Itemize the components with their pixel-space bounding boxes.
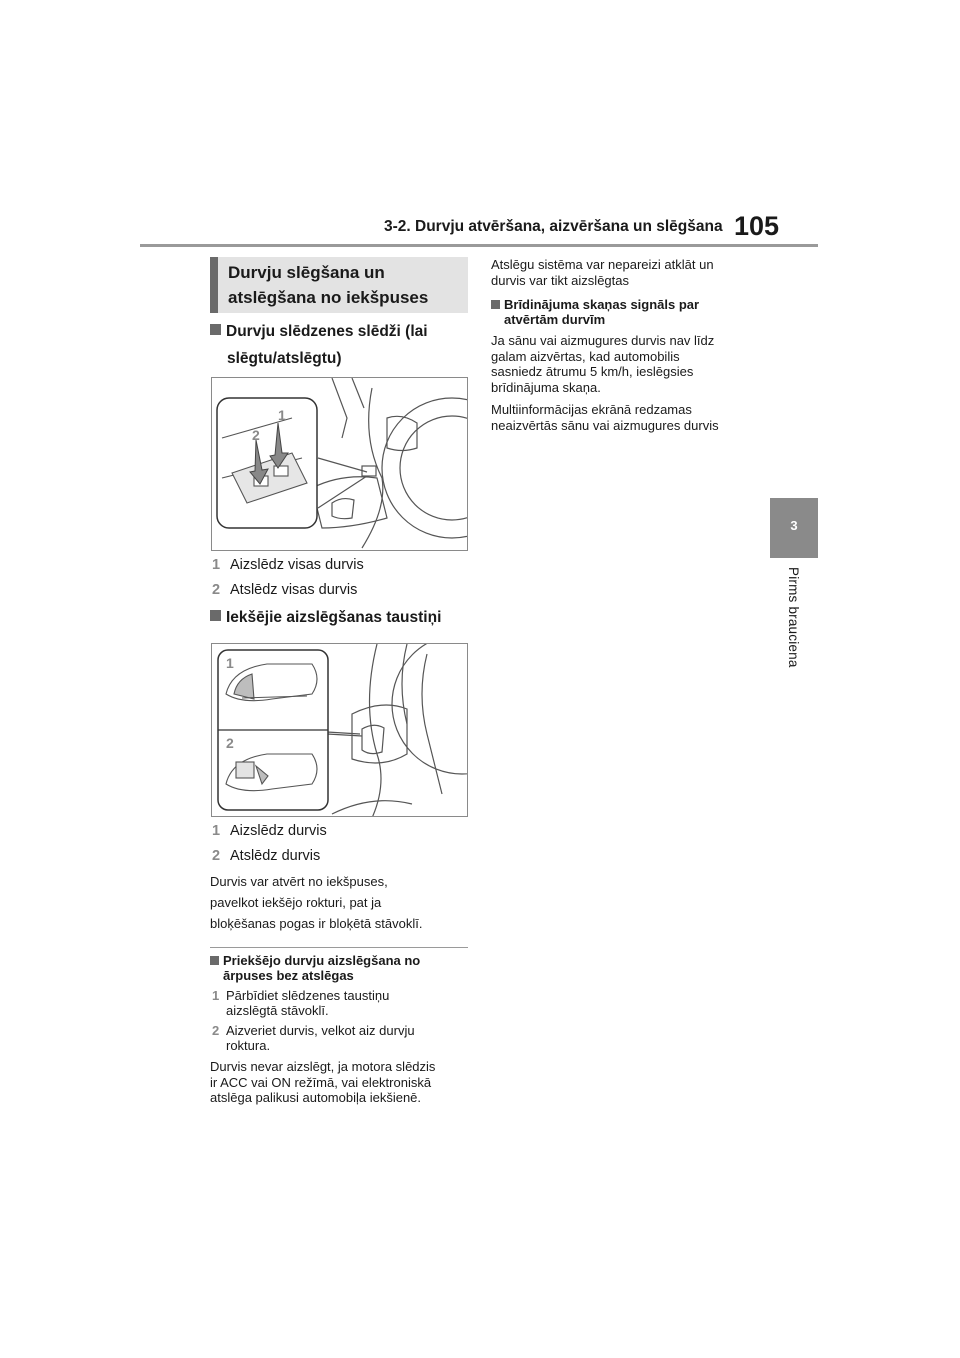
multi-info-paragraph — [491, 402, 761, 433]
square-bullet-icon — [491, 300, 500, 309]
section-divider — [210, 947, 468, 948]
step-text: Atslēdz visas durvis — [230, 582, 358, 598]
door-open-buzzer-heading — [491, 297, 699, 327]
square-bullet-icon — [210, 956, 219, 965]
key-detection-paragraph — [491, 257, 761, 288]
step-text: roktura. — [226, 1038, 271, 1053]
para-line: Ja sānu vai aizmugures durvis nav līdz — [491, 333, 715, 348]
step-text: aizslēgtā stāvoklī. — [226, 1003, 329, 1018]
door-lock-switch-heading — [210, 318, 428, 372]
para-line: neaizvērtās sānu vai aizmugures durvis — [491, 417, 719, 433]
page-number: 105 — [734, 211, 780, 241]
callout-1: 1 — [278, 407, 286, 423]
step-text: Aizslēdz visas durvis — [230, 557, 364, 573]
heading-line: ārpuses bez atslēgas — [223, 968, 354, 983]
step-unlock-door — [212, 847, 320, 865]
square-bullet-icon — [210, 324, 221, 335]
para-line: galam aizvērtas, kad automobilis — [491, 348, 680, 364]
step-text: Aizslēdz durvis — [230, 823, 327, 839]
step-close-door — [212, 1023, 461, 1053]
door-lock-switch-illustration — [212, 378, 468, 551]
heading-line: Durvju slēdzenes slēdži (lai — [226, 323, 428, 340]
square-bullet-icon — [210, 610, 221, 621]
para-line: Atslēgu sistēma var nepareizi atklāt un — [491, 257, 714, 272]
step-unlock-all — [212, 581, 357, 599]
door-lock-switch-figure — [211, 377, 468, 551]
step-text: Pārbīdiet slēdzenes taustiņu — [226, 988, 390, 1003]
keyless-lock-heading — [210, 953, 420, 983]
inside-open-note — [210, 871, 470, 934]
heading-line: Iekšējie aizslēgšanas taustiņi — [226, 609, 442, 626]
chapter-number: 3 — [790, 518, 798, 533]
step-number: 1 — [212, 557, 221, 573]
heading-line: Brīdinājuma skaņas signāls par — [504, 297, 700, 312]
header-rule — [140, 244, 818, 247]
para-line: Multiinformācijas ekrānā redzamas — [491, 402, 692, 417]
chapter-tab — [770, 498, 818, 558]
para-line: sasniedz ātrumu 5 km/h, ieslēgsies — [491, 364, 694, 379]
step-number: 2 — [212, 848, 221, 864]
note-line: Durvis var atvērt no iekšpuses, — [210, 874, 388, 889]
heading-line: atvērtām durvīm — [504, 312, 606, 327]
note-line: bloķēšanas pogas ir bloķētā stāvoklī. — [210, 916, 423, 931]
step-number: 2 — [212, 1023, 220, 1038]
heading-line: slēgtu/atslēgtu) — [227, 350, 342, 367]
para-line: Durvis nevar aizslēgt, ja motora slēdzis — [210, 1059, 436, 1074]
door-open-buzzer-paragraph — [491, 333, 761, 395]
callout-2: 2 — [226, 735, 234, 751]
section-title: Durvju slēgšana un atslēgšana no iekšpuses — [228, 263, 429, 307]
step-number: 1 — [212, 823, 221, 839]
step-lock-door — [212, 822, 327, 840]
inside-lock-figure — [211, 643, 468, 817]
para-line: brīdinājuma skaņa. — [491, 379, 601, 395]
keyless-lock-paragraph — [210, 1059, 472, 1106]
step-lock-all — [212, 556, 364, 574]
chapter-label: Pirms brauciena — [786, 567, 801, 668]
note-line: pavelkot iekšējo rokturi, pat ja — [210, 895, 382, 910]
step-text: Atslēdz durvis — [230, 848, 321, 864]
callout-2: 2 — [252, 427, 260, 443]
para-line: atslēga palikusi automobiļa iekšienē. — [210, 1090, 422, 1105]
step-slide-lock — [212, 988, 461, 1018]
callout-1: 1 — [226, 655, 234, 671]
para-line: ir ACC vai ON režīmā, vai elektroniskā — [210, 1074, 432, 1090]
heading-line: Priekšējo durvju aizslēgšana no — [223, 953, 421, 968]
para-line: durvis var tikt aizslēgtas — [491, 272, 629, 288]
inside-lock-buttons-heading — [210, 604, 441, 631]
section-title-box — [210, 257, 468, 313]
header-section-title: 3-2. Durvju atvēršana, aizvēršana un slēgšana — [384, 218, 723, 235]
step-number: 1 — [212, 988, 220, 1003]
page-header — [0, 0, 960, 250]
step-text: Aizveriet durvis, velkot aiz durvju — [226, 1023, 415, 1038]
step-number: 2 — [212, 582, 221, 598]
inside-lock-illustration — [212, 644, 468, 817]
